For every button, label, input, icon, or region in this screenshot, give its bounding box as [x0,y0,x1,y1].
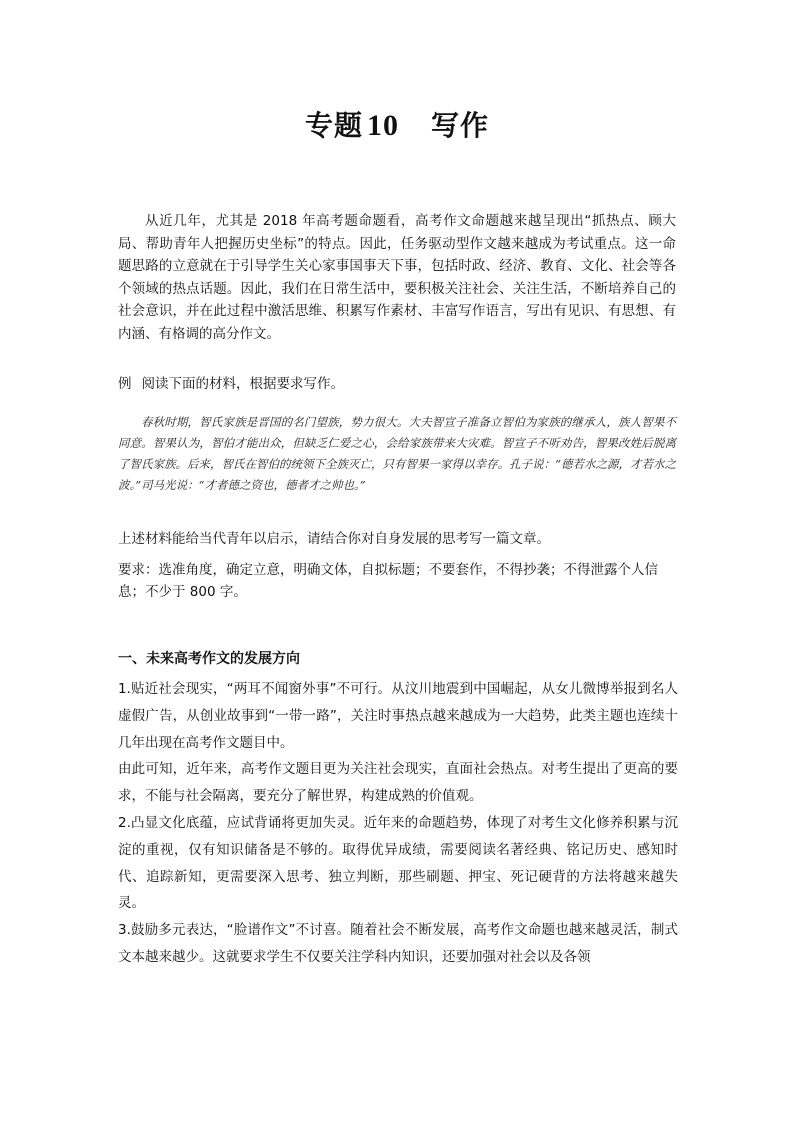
example-prompt [118,373,676,395]
point-1: 1.贴近社会现实，“两耳不闻窗外事”不可行。从汶川地震到中国崛起，从女儿微博举报到名人虚假广告，从创业故事到“一带一路”，关注时事热点越来越成为一大趋势，此类主题也连续十几年出现在高考作文题目中。 [118,681,678,751]
example-label: 例 [118,376,132,392]
section-heading: 一、未来高考作文的发展方向 [118,651,300,667]
title-number: 10 [367,109,399,142]
title-prefix: 专题 [304,109,363,142]
point-2: 2.凸显文化底蕴，应试背诵将更加失灵。近年来的命题趋势，体现了对考生文化修养积累与沉淀的重视，仅有知识储备是不够的。取得优异成绩，需要阅读名著经典、铭记历史、感知时代、追踪新知，更需要深入思考、独立判断，那些刷题、押宝、死记硬背的方法将越来越失灵。 [118,814,678,912]
example-instruction: 阅读下面的材料，根据要求写作。 [141,376,344,392]
material-passage [118,412,676,496]
writing-task: 上述材料能给当代青年以启示，请结合你对自身发展的思考写一篇文章。 [118,531,550,547]
writing-requirements: 要求：选准角度，确定立意，明确文体，自拟标题；不要套作，不得抄袭；不得泄露个人信息；不少于 800 字。 [118,562,658,600]
intro-text: 从近几年，尤其是 2018 年高考题命题看，高考作文命题越来越呈现出“抓热点、顾大局、帮助青年人把握历史坐标”的特点。因此，任务驱动型作文越来越成为考试重点。这一命题思路的立意就在于引导学生关心家事国事天下事，包括时政、经济、教育、文化、社会等各个领域的热点话题。因此，我们在日常生活中，要积极关注社会、关注生活，不断培养自己的社会意识，并在此过程中激活思维、积累写作素材、丰富写作语言，写出有见识、有思想、有内涵、有格调的高分作文。 [118,213,676,342]
page-title [0,104,794,144]
point-3: 3.鼓励多元表达，“脸谱作文”不讨喜。随着社会不断发展，高考作文命题也越来越灵活，制式文本越来越少。这就要求学生不仅要关注学科内知识，还要加强对社会以及各领 [118,922,678,965]
section-body [118,676,678,971]
material-text: 春秋时期，智氏家族是晋国的名门望族，势力很大。大夫智宣子准备立智伯为家族的继承人，族人智果不同意。智果认为，智伯才能出众，但缺乏仁爱之心，会给家族带来大灾难。智宣子不听劝告，智果改姓后脱离了智氏家族。后来，智氏在智伯的统领下全族灭亡，只有智果一家得以幸存。孔子说：“德若水之源，才若水之波。”司马光说：“才者德之资也，德者才之帅也。” [118,415,676,492]
title-suffix: 写作 [431,109,490,142]
point-1-note: 由此可知，近年来，高考作文题目更为关注社会现实，直面社会热点。对考生提出了更高的要求，不能与社会隔离，要充分了解世界，构建成熟的价值观。 [118,761,678,805]
intro-paragraph [118,210,676,345]
